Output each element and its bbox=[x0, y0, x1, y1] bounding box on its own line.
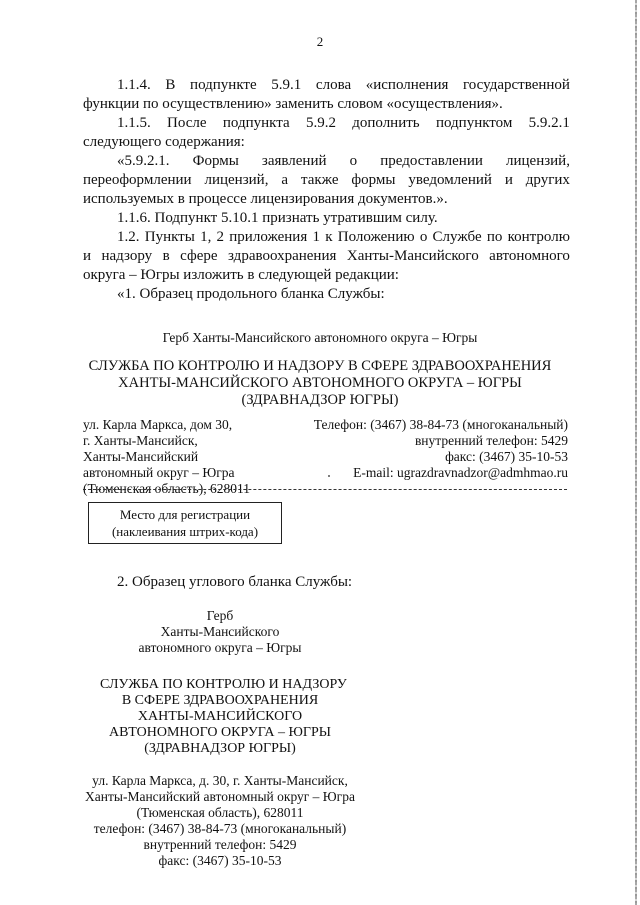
word: а bbox=[281, 172, 289, 188]
corner-org-line: (ЗДРАВНАДЗОР ЮГРЫ) bbox=[144, 741, 296, 756]
word: После bbox=[167, 115, 207, 131]
blank-address-line: (Тюменская область), 628011 bbox=[83, 481, 250, 496]
paragraph-1-1-4-line-1 bbox=[117, 76, 570, 95]
corner-address-line: Ханты-Мансийский автономный округ – Югра bbox=[85, 789, 355, 804]
blank-email: E-mail: ugrazdravnadzor@admhmao.ru bbox=[353, 465, 568, 480]
word: лицензий, bbox=[204, 172, 269, 188]
word: формы bbox=[351, 172, 396, 188]
corner-address-line: факс: (3467) 35-10-53 bbox=[158, 853, 282, 868]
word: заявлений bbox=[261, 153, 327, 169]
corner-emblem-line: автономного округа – Югры bbox=[138, 640, 302, 655]
word: 1.2. bbox=[117, 229, 140, 245]
scan-speck bbox=[328, 475, 330, 477]
paragraph-1-2-line-3: округа – Югры изложить в следующей редакции: bbox=[83, 267, 399, 283]
corner-address-line: (Тюменская область), 628011 bbox=[136, 805, 304, 820]
word: «5.9.2.1. bbox=[117, 153, 170, 169]
paragraph-1-1-5-line-1 bbox=[117, 114, 570, 133]
corner-address-line: телефон: (3467) 38-84-73 (многоканальный) bbox=[93, 821, 347, 836]
word: государственной bbox=[463, 77, 570, 93]
word: Положению bbox=[337, 229, 415, 245]
blank-contact-line: внутренний телефон: 5429 bbox=[414, 433, 568, 448]
word: «исполнения bbox=[365, 77, 449, 93]
blank-address-line: ул. Карла Маркса, дом 30, bbox=[83, 417, 233, 432]
blank-org-line-2: ХАНТЫ-МАНСИЙСКОГО АВТОНОМНОГО ОКРУГА – ЮГРЫ bbox=[118, 375, 522, 391]
word: Службе bbox=[432, 229, 482, 245]
word: в bbox=[162, 248, 170, 264]
paragraph-1-1-4-line-2: функции по осуществлению» заменить словом «осуществления». bbox=[83, 96, 503, 112]
paragraph-5-9-2-1-line-1 bbox=[117, 152, 570, 171]
word: предоставлении bbox=[380, 153, 483, 169]
scan-edge-decoration bbox=[635, 0, 637, 905]
word: уведомлений bbox=[408, 172, 492, 188]
word: и bbox=[504, 172, 513, 188]
word: слова bbox=[315, 77, 352, 93]
word: Ханты-Мансийского bbox=[346, 248, 479, 264]
paragraph-1-2-line-2 bbox=[83, 247, 570, 266]
word: здравоохранения bbox=[228, 248, 337, 264]
blank-contact-line: Телефон: (3467) 38-84-73 (многоканальный) bbox=[313, 417, 568, 432]
corner-address-line: внутренний телефон: 5429 bbox=[143, 837, 297, 852]
blank-org-line-1: СЛУЖБА ПО КОНТРОЛЮ И НАДЗОРУ В СФЕРЕ ЗДРАВООХРАНЕНИЯ bbox=[88, 358, 552, 374]
blank-contact-line: факс: (3467) 35-10-53 bbox=[445, 449, 568, 464]
page-number: 2 bbox=[316, 34, 324, 49]
sample-2-heading: 2. Образец углового бланка Службы: bbox=[117, 574, 353, 590]
word: также bbox=[300, 172, 339, 188]
paragraph-1-1-6: 1.1.6. Подпункт 5.10.1 признать утратившим силу. bbox=[117, 210, 438, 226]
word: о bbox=[419, 229, 428, 245]
registration-box-line: Место для регистрации bbox=[119, 507, 251, 522]
corner-org-line: АВТОНОМНОГО ОКРУГА – ЮГРЫ bbox=[109, 725, 331, 740]
word: приложения bbox=[229, 229, 308, 245]
word: о bbox=[349, 153, 358, 169]
corner-address-line: ул. Карла Маркса, д. 30, г. Ханты-Мансийск, bbox=[92, 773, 348, 788]
corner-org-line: ХАНТЫ-МАНСИЙСКОГО bbox=[137, 709, 303, 724]
corner-org-line: СЛУЖБА ПО КОНТРОЛЮ И НАДЗОРУ bbox=[100, 677, 347, 692]
corner-org-line: В СФЕРЕ ЗДРАВООХРАНЕНИЯ bbox=[121, 693, 319, 708]
paragraph-1-1-5-line-2: следующего содержания: bbox=[83, 134, 245, 150]
corner-emblem-line: Герб bbox=[206, 608, 234, 623]
word: Формы bbox=[192, 153, 239, 169]
blank-emblem-caption: Герб Ханты-Мансийского автономного округа – Югры bbox=[162, 330, 478, 345]
word: надзору bbox=[101, 248, 153, 264]
word: подпунктом bbox=[435, 115, 513, 131]
word: 1.1.4. bbox=[117, 77, 151, 93]
word: Пункты bbox=[144, 229, 195, 245]
blank-org-line-3: (ЗДРАВНАДЗОР ЮГРЫ) bbox=[241, 392, 399, 408]
word: 1, bbox=[200, 229, 212, 245]
word: сфере bbox=[180, 248, 218, 264]
word: других bbox=[525, 172, 570, 188]
word: 5.9.2 bbox=[305, 115, 336, 131]
dashed-separator bbox=[83, 489, 567, 490]
word: В bbox=[165, 77, 176, 93]
blank-address-line: Ханты-Мансийский bbox=[83, 449, 199, 464]
word: подпункта bbox=[222, 115, 290, 131]
paragraph-1-2-line-1 bbox=[117, 228, 570, 247]
word: к bbox=[325, 229, 333, 245]
paragraph-5-9-2-1-line-3: используемых в процессе лицензирования документов.». bbox=[83, 191, 448, 207]
word: 5.9.2.1 bbox=[528, 115, 570, 131]
word: 1.1.5. bbox=[117, 115, 151, 131]
paragraph-5-9-2-1-line-2 bbox=[83, 171, 570, 190]
registration-box-line: (наклеивания штрих-кода) bbox=[111, 524, 259, 539]
word: и bbox=[83, 248, 92, 264]
word: 5.9.1 bbox=[271, 77, 302, 93]
registration-box bbox=[88, 502, 282, 544]
word: контролю bbox=[507, 229, 570, 245]
word: дополнить bbox=[352, 115, 420, 131]
word: по bbox=[486, 229, 503, 245]
blank-address-line: г. Ханты-Мансийск, bbox=[83, 433, 198, 448]
word: переоформлении bbox=[83, 172, 192, 188]
sample-1-heading: «1. Образец продольного бланка Службы: bbox=[117, 286, 385, 302]
corner-emblem-line: Ханты-Мансийского bbox=[160, 624, 280, 639]
word: 2 bbox=[216, 229, 225, 245]
word: 1 bbox=[312, 229, 320, 245]
word: автономного bbox=[489, 248, 570, 264]
word: лицензий, bbox=[506, 153, 570, 169]
blank-address-line: автономный округ – Югра bbox=[83, 465, 235, 480]
word: подпункте bbox=[190, 77, 257, 93]
